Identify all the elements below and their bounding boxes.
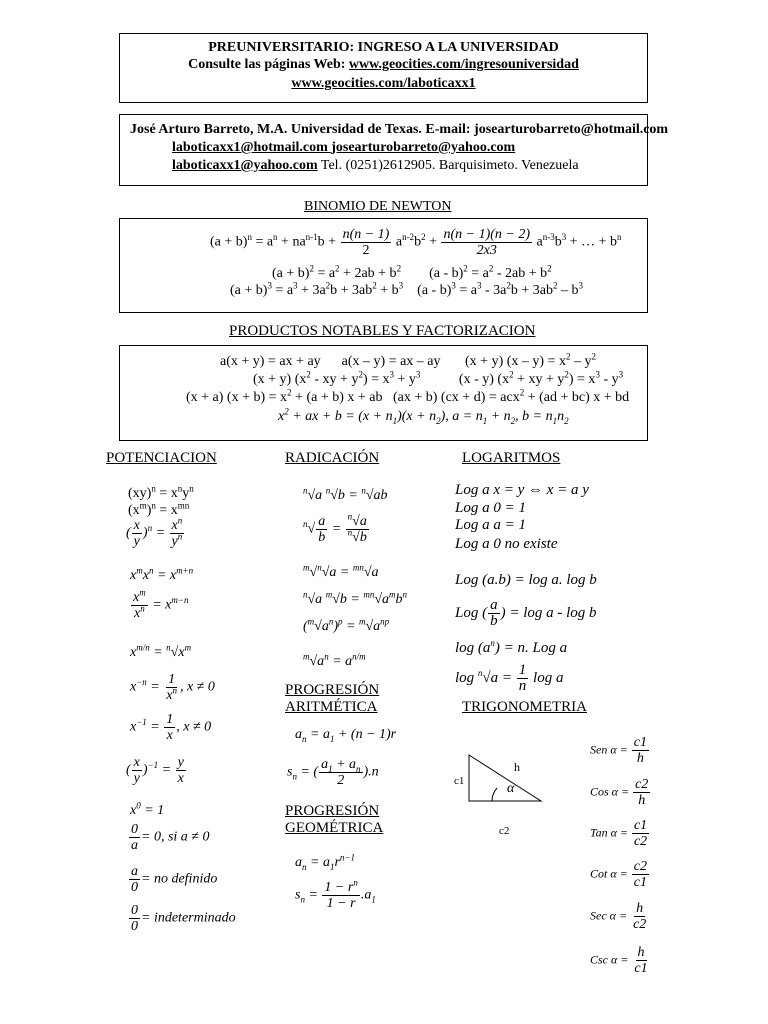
trig-fraction xyxy=(632,945,649,976)
trig-fraction xyxy=(631,901,648,932)
pot-negative-exp: $x^{-n}$ = $\frac{1}{x^n}$ , x ≠ 0 xyxy=(130,672,215,703)
geo-nth-term: $a_n = a_1r^{n-1}$ xyxy=(295,852,355,872)
trig-formula-row xyxy=(590,777,651,808)
rad-exp: $^m√a^n = a^{n/m}$ xyxy=(303,651,366,669)
section-title-prog-arit-1: PROGRESIÓN xyxy=(285,682,380,698)
author-line: José Arturo Barreto, M.A. Universidad de Texas. E-mail: josearturobarreto@hotmail.com xyxy=(130,122,669,137)
author-email-2 xyxy=(172,140,515,156)
section-title-productos: PRODUCTOS NOTABLES Y FACTORIZACION xyxy=(229,323,536,339)
trig-numerator: h xyxy=(637,945,645,960)
email-link-3[interactable]: josearturobarreto@yahoo.com xyxy=(331,140,516,155)
product-line-1: a(x + y) = ax + ay a(x – y) = ax – ay (x + y) $(x - y) = x^2 - y^2$ xyxy=(220,351,596,369)
log-root: log $^n$√a = $\frac{1}{n}$ log a xyxy=(455,662,564,694)
pot-product-power: $(xy)^n = x^ny^n$ xyxy=(128,483,194,501)
trig-formula-row xyxy=(590,901,649,932)
pot-inverse-fraction: ( $\frac{x}{y}$ )$^{-1}$ = $\frac{y}{x}$ xyxy=(126,755,184,786)
section-title-logaritmos: LOGARITMOS xyxy=(462,450,561,466)
arit-sum: $s_n$ = ( $\frac{a_1 + a_n}{2}$ ).n xyxy=(287,757,379,788)
right-triangle-diagram xyxy=(440,740,560,835)
log-quotient: Log ( $\frac{a}{b}$ ) = log a - log b xyxy=(455,597,597,629)
document-title: PREUNIVERSITARIO: INGRESO A LA UNIVERSIDAD xyxy=(208,40,559,55)
trig-denominator: c2 xyxy=(633,917,647,932)
trig-fraction xyxy=(632,735,649,766)
trig-numerator: c2 xyxy=(635,777,649,792)
triangle-c2-label: c2 xyxy=(499,825,510,835)
section-title-prog-geo-1: PROGRESIÓN xyxy=(285,803,380,819)
pot-quotient-rule: $\frac{x^m}{x^n}$ = $x^{m-n}$ xyxy=(133,587,189,621)
trig-formula-label: Cot α = xyxy=(590,866,631,881)
trig-numerator: h xyxy=(636,901,644,916)
product-line-2: (x + y) ($x^2$ - xy + $y^2) = x^3 + y^3$ (x - y) ($x^2$ + xy + $y^2) = x^3 - y^3$ xyxy=(253,369,624,387)
pot-zero-over-a: $\frac{0}{a}$ = 0, si a ≠ 0 xyxy=(131,822,210,853)
trig-denominator: c1 xyxy=(633,875,647,890)
newton-formula: $(a + b)^n = a^n + na^{n-1}b$ + $\frac{n(n - 1)}{2}$ $a^{n-2}b^2$ + $\frac{n(n - 1)(n - 2)}{2x3}$ $a^{n-3}b^3$ + … + $b^n$ xyxy=(210,227,622,258)
productos-box xyxy=(119,345,648,441)
author-contact xyxy=(172,158,579,174)
log-quotient-text: = log a - log b xyxy=(509,604,597,621)
trig-denominator: h xyxy=(636,751,644,766)
trig-formula-label: Csc α = xyxy=(590,952,632,967)
author-box xyxy=(119,114,669,186)
rad-nested: $^m$√$^n$√a = $^{mn}$√a xyxy=(303,562,379,580)
trig-fraction xyxy=(632,818,649,849)
pot-a-over-zero: $\frac{a}{0}$ = no definido xyxy=(131,864,218,895)
pot-power-power: $(x^m)^n = x^{mn}$ xyxy=(128,500,190,518)
url-link-2[interactable]: www.geocities.com/laboticaxx1 xyxy=(291,76,476,91)
email-link-2[interactable]: laboticaxx1@hotmail.com xyxy=(172,140,328,155)
log-root-text: log a xyxy=(533,669,564,686)
trig-formula-row xyxy=(590,735,650,766)
section-title-potenciacion: POTENCIACION xyxy=(106,450,217,466)
log-definition: Log a x = y ⇔ x = a y xyxy=(455,482,589,498)
consult-line xyxy=(120,57,647,73)
log-no-existe: Log a 0 no existe xyxy=(455,536,558,552)
section-title-prog-geo-2: GEOMÉTRICA xyxy=(285,820,384,836)
trig-formula-row xyxy=(590,859,650,890)
triangle-shape xyxy=(469,755,541,801)
pot-no-def-text: = no definido xyxy=(141,871,218,887)
trig-formula-row xyxy=(590,945,651,976)
email-link-4[interactable]: laboticaxx1@yahoo.com xyxy=(172,158,318,173)
log-product-text: = log a. log b xyxy=(514,572,597,588)
pot-inverse: $x^{-1}$ = $\frac{1}{x}$ , x ≠ 0 xyxy=(130,712,212,743)
section-title-trigonometria: TRIGONOMETRIA xyxy=(462,699,587,715)
pot-zero-exp: $x^0 = 1$ xyxy=(130,800,165,818)
trig-denominator: c1 xyxy=(634,961,648,976)
triangle-alpha-label: α xyxy=(507,781,515,796)
square-identities: $(a + b)^2 = a^2 + 2ab + b^2$ $(a - b)^2 = a^2 - 2ab + b^2$ xyxy=(272,263,552,281)
geo-sum: $s_n$ = $\frac{1 - r^n}{1 - r}$ $.a_1$ xyxy=(295,877,376,911)
log-base: Log a a = 1 xyxy=(455,517,526,533)
product-line-3: (x + a) $(x + b) = x^2 + (a + b) x$ + ab (ax + b) (cx + d) = acx$^2$ + (ad + bc) x + bd xyxy=(186,387,630,405)
contact-text: Tel. (0251)2612905. Barquisimeto. Venezuela xyxy=(317,158,579,173)
consult-label: Consulte las páginas Web: xyxy=(188,57,349,72)
log-product: Log (a.b) = log a. log b xyxy=(455,572,597,588)
triangle-h-label: h xyxy=(514,760,520,774)
newton-box xyxy=(119,218,648,313)
trig-formula-label: Sec α = xyxy=(590,908,631,923)
log-power: $\log (a^n) = n$. Log a xyxy=(455,638,568,656)
angle-arc xyxy=(492,788,497,801)
pot-quotient-power: ( $\frac{x}{y}$ )$^n$ = $\frac{x^n}{y^n}$ xyxy=(126,515,183,549)
url-link-1[interactable]: www.geocities.com/ingresouniversidad xyxy=(348,57,579,72)
pot-si-text: = 0, si a ≠ 0 xyxy=(141,829,210,845)
log-zero: Log a 0 = 1 xyxy=(455,500,526,516)
trig-numerator: c1 xyxy=(633,818,648,833)
section-title-radicacion: RADICACIÓN xyxy=(285,450,380,466)
trig-formula-label: Tan α = xyxy=(590,825,631,840)
rad-quotient: $^n$√ $\frac{a}{b}$ = $\frac{^n√a}{^n√b}$ xyxy=(303,511,367,545)
pot-fractional-exp: $x^{m/n} = ^n√x^m$ xyxy=(130,642,192,660)
header-box xyxy=(119,33,648,103)
arit-nth-term: $a_n = a_1 + (n - 1)r$ xyxy=(295,727,397,744)
trig-formula-label: Cos α = xyxy=(590,784,633,799)
trig-fraction xyxy=(632,859,649,890)
section-title-prog-arit-2: ARITMÉTICA xyxy=(285,699,378,715)
pot-zero-over-zero: $\frac{0}{0}$ = indeterminado xyxy=(131,903,236,934)
cube-identities: $(a + b)^3 = a^3 + 3a^2b + 3ab^2 + b^3$ $(a - b)^3 = a^3 - 3a^2b + 3ab^2 - b^3$ xyxy=(230,280,583,298)
pot-product-rule: $x^mx^n = x^{m+n}$ xyxy=(130,565,194,583)
product-line-4: $x^2$ + ax + $b = (x + n_1)(x + n_2)$, $a = n_1 + n_2$, $b = n_1n_2$ xyxy=(278,406,569,426)
rad-product: $^n$√a $^n$√b = $^n$√ab xyxy=(303,485,388,503)
trig-formula-label: Sen α = xyxy=(590,742,631,757)
trig-denominator: c2 xyxy=(633,834,648,849)
rad-power: $(^m√a^n)^p = ^m√a^{np}$ xyxy=(303,616,390,634)
trig-denominator: h xyxy=(638,793,646,808)
trig-fraction xyxy=(633,777,650,808)
log-power-text: = n. Log a xyxy=(503,640,568,656)
rad-mixed: $^n$√a $^m√b = ^{mn}√a^mb^n$ xyxy=(303,589,408,607)
section-title-newton: BINOMIO DE NEWTON xyxy=(304,199,452,214)
triangle-c1-label: c1 xyxy=(454,775,465,787)
trig-numerator: c2 xyxy=(633,859,647,874)
trig-formula-row xyxy=(590,818,650,849)
trig-numerator: c1 xyxy=(633,735,647,750)
pot-indet-text: = indeterminado xyxy=(141,910,236,926)
